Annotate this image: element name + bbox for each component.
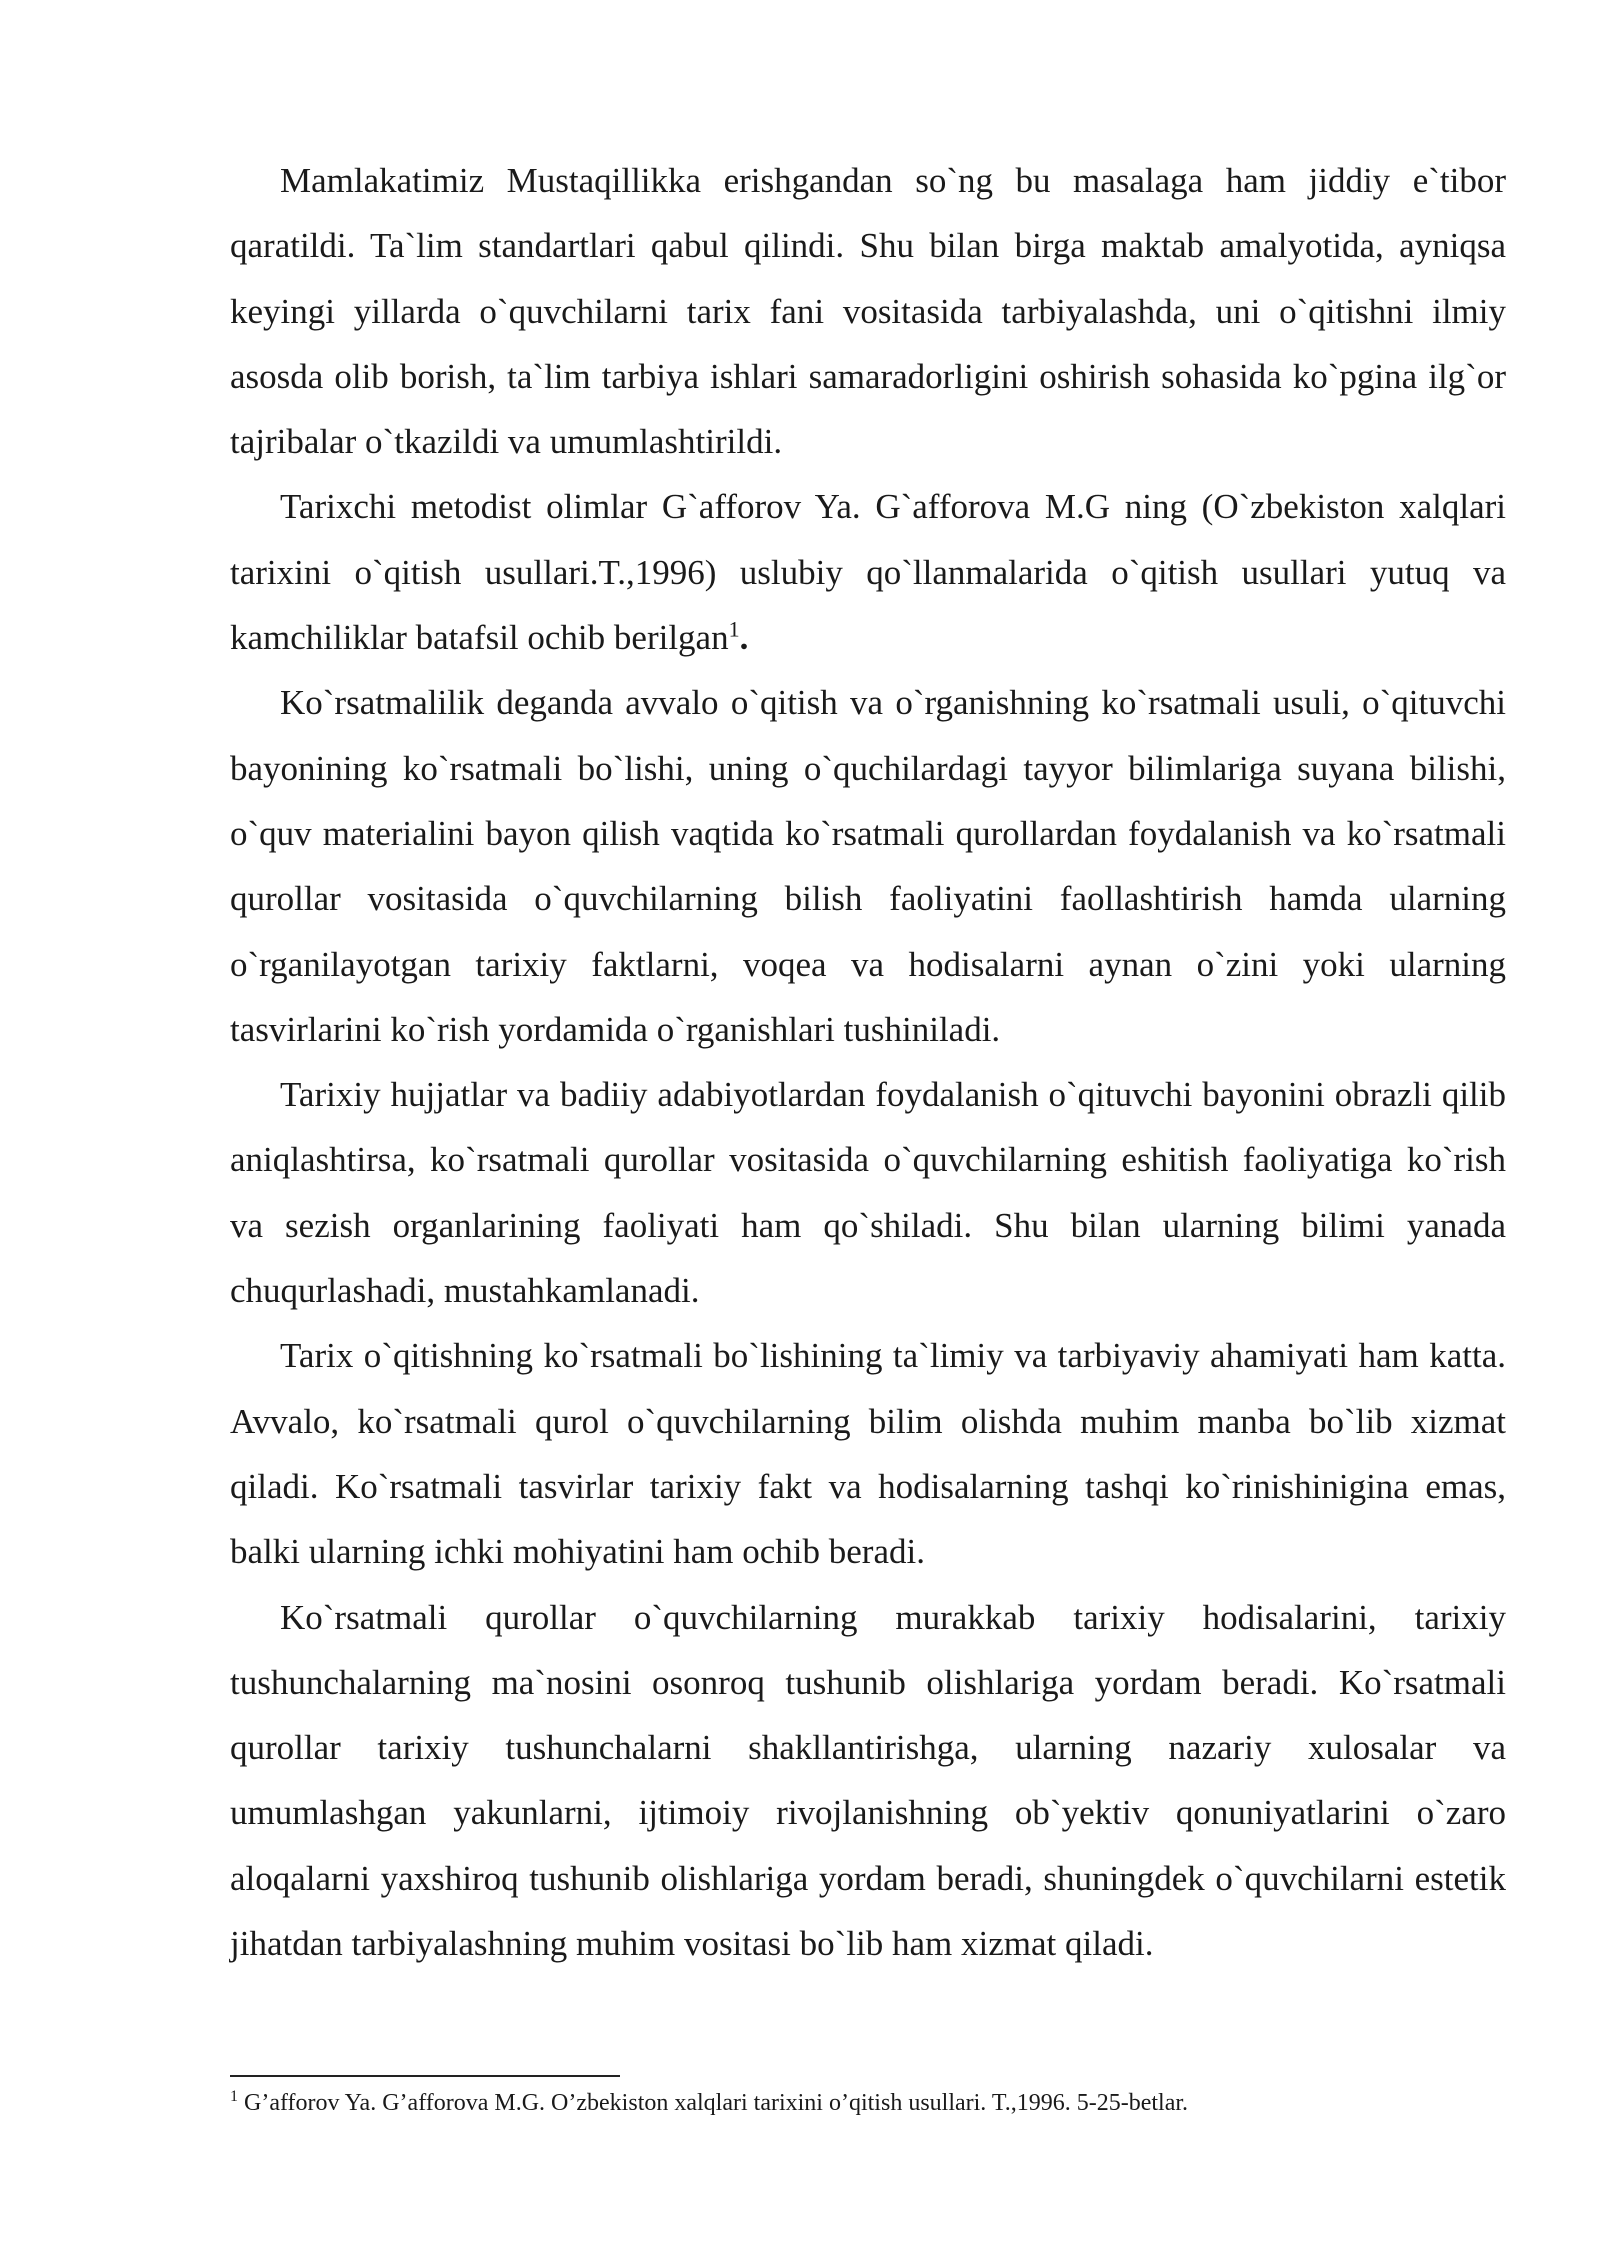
footnote (230, 2088, 1506, 2118)
footnote-reference[interactable]: 1 (728, 616, 740, 642)
footnote-reference-suffix: . (739, 618, 749, 658)
paragraph-methodists (230, 474, 1506, 670)
paragraph-visual-tools-role: Ko`rsatmali qurollar o`quvchilarning murakkab tarixiy hodisalarini, tarixiy tushunchalarning ma`nosini osonroq tushunib olishlariga yordam beradi. Ko`rsatmali qurollar tarixiy tushunchalarni shakllantirishga, ularning nazariy xulosalar va umumlashgan yakunlarni, ijtimoiy rivojlanishning ob`yektiv qonuniyatlarini o`zaro aloqalarni yaxshiroq tushunib olishlariga yordam beradi, shuningdek o`quvchilarni estetik jihatdan tarbiyalashning muhim vositasi bo`lib ham xizmat qiladi. (230, 1597, 1506, 1964)
paragraph-visual-aids-definition: Ko`rsatmalilik deganda avvalo o`qitish va o`rganishning ko`rsatmali usuli, o`qituvchi bayonining ko`rsatmali bo`lishi, uning o`quchilardagi tayyor bilimlariga suyana bilishi, o`quv materialini bayon qilish vaqtida ko`rsatmali qurollardan foydalanish va ko`rsatmali qurollar vositasida o`quvchilarning bilish faoliyatini faollashtirish hamda ularning o`rganilayotgan tarixiy faktlarni, voqea va hodisalarni aynan o`zini yoki ularning tasvirlarini ko`rish yordamida o`rganishlari tushiniladi. (230, 683, 1506, 1049)
paragraph-independence: Mamlakatimiz Mustaqillikka erishgandan so`ng bu masalaga ham jiddiy e`tibor qaratildi. Ta`lim standartlari qabul qilindi. Shu bilan birga maktab amalyotida, ayniqsa keyingi yillarda o`quvchilarni tarix fani vositasida tarbiyalashda, uni o`qitishni ilmiy asosda olib borish, ta`lim tarbiya ishlari samaradorligini oshirish sohasida ko`pgina ilg`or tajribalar o`tkazildi va umumlashtirildi. (230, 161, 1506, 462)
document-body (230, 148, 1506, 1976)
footnote-number: 1 (230, 2088, 238, 2105)
paragraph-historical-documents: Tarixiy hujjatlar va badiiy adabiyotlardan foydalanish o`qituvchi bayonini obrazli qilib aniqlashtirsa, ko`rsatmali qurollar vositasida o`quvchilarning eshitish faoliyatiga ko`rish va sezish organlarining faoliyati ham qo`shiladi. Shu bilan ularning bilimi yanada chuqurlashadi, mustahkamlanadi. (230, 1075, 1506, 1311)
paragraph-methodists-text: Tarixchi metodist olimlar G`afforov Ya. G`afforova M.G ning (O`zbekiston xalqlari tarixini o`qitish usullari.T.,1996) uslubiy qo`llanmalarida o`qitish usullari yutuq va kamchiliklar batafsil ochib berilgan (230, 487, 1506, 658)
paragraph-educational-importance: Tarix o`qitishning ko`rsatmali bo`lishining ta`limiy va tarbiyaviy ahamiyati ham katta. Avvalo, ko`rsatmali qurol o`quvchilarning bilim olishda muhim manba bo`lib xizmat qiladi. Ko`rsatmali tasvirlar tarixiy fakt va hodisalarning tashqi ko`rinishinigina emas, balki ularning ichki mohiyatini ham ochib beradi. (230, 1336, 1506, 1572)
footnote-text: G’afforov Ya. G’afforova M.G. O’zbekiston xalqlari tarixini o’qitish usullari. T.,1996. 5-25-betlar. (244, 2090, 1189, 2116)
footnote-separator (230, 2075, 620, 2077)
